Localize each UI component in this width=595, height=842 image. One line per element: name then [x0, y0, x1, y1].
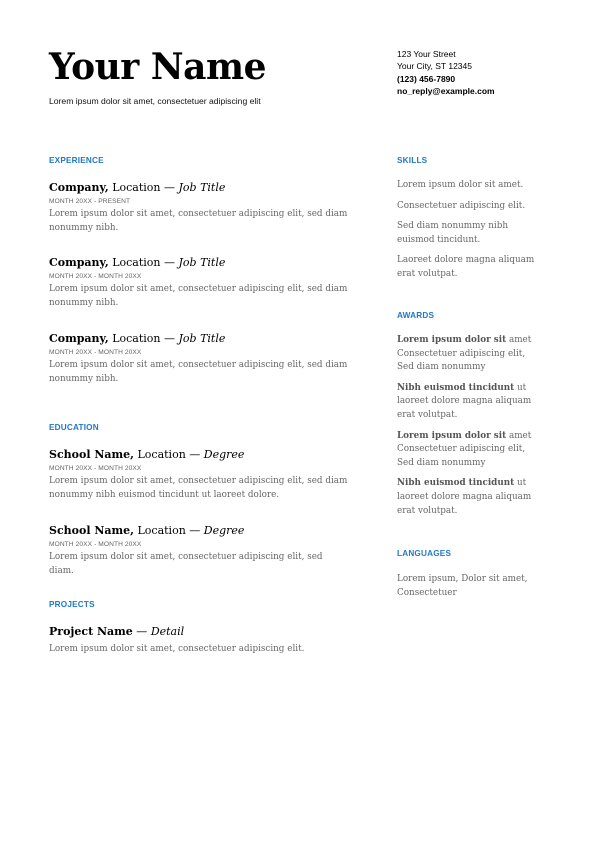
experience-entry: [49, 332, 349, 386]
section-title-projects: PROJECTS: [49, 600, 95, 609]
skill-item: Consectetuer adipiscing elit.: [397, 200, 526, 211]
entry-heading: [49, 448, 349, 462]
entry-heading: [49, 524, 349, 538]
entry-role: Detail: [150, 625, 185, 638]
award-title: Lorem ipsum dolor sit: [397, 335, 507, 345]
award-title: Nibh euismod tincidunt: [397, 382, 515, 393]
award-detail: ut laoreet dolore magna aliquam erat volutpat.: [397, 478, 532, 516]
entry-heading: [49, 332, 349, 346]
entry-location: Location —: [108, 332, 179, 345]
award-title: Lorem ipsum dolor sit: [397, 430, 507, 441]
contact-street: 123 Your Street: [397, 49, 456, 59]
award-detail: ut laoreet dolore magna aliquam erat volutpat.: [397, 382, 532, 420]
entry-role: Job Title: [178, 181, 226, 194]
languages-text: Lorem ipsum, Dolor sit amet, Consectetuer: [397, 574, 528, 598]
entry-org: Company,: [49, 332, 109, 345]
resume-tagline: Lorem ipsum dolor sit amet, consectetuer adipiscing elit: [49, 96, 261, 106]
awards-list: [397, 334, 537, 525]
education-entry: [49, 524, 349, 578]
contact-block: [397, 48, 495, 97]
entry-heading: [49, 256, 349, 270]
entry-org: Company,: [49, 181, 109, 194]
award-item: [397, 382, 537, 423]
entry-location: Location —: [133, 448, 204, 461]
contact-email: no_reply@example.com: [397, 85, 495, 96]
experience-entry: [49, 181, 349, 235]
entry-date: MONTH 20XX - MONTH 20XX: [49, 541, 142, 548]
skill-item: Sed diam nonummy nibh euismod tincidunt.: [397, 221, 509, 245]
entry-role: Job Title: [178, 256, 226, 269]
entry-description: Lorem ipsum dolor sit amet, consectetuer adipiscing elit.: [49, 644, 305, 654]
skill-item: Lorem ipsum dolor sit amet.: [397, 180, 524, 190]
award-title: Nibh euismod tincidunt: [397, 478, 515, 489]
contact-phone: (123) 456-7890: [397, 73, 456, 84]
entry-location: Location —: [133, 524, 204, 537]
entry-location: Location —: [108, 181, 179, 194]
section-title-awards: AWARDS: [397, 311, 435, 320]
entry-role: Job Title: [178, 332, 226, 345]
section-title-languages: LANGUAGES: [397, 549, 452, 558]
award-item: [397, 334, 537, 375]
education-entry: [49, 448, 349, 502]
project-entry: [49, 625, 349, 656]
entry-separator: —: [132, 625, 151, 638]
entry-heading: [49, 625, 349, 639]
entry-description: Lorem ipsum dolor sit amet, consectetuer adipiscing elit, sed diam nonummy nibh.: [49, 209, 348, 233]
section-title-education: EDUCATION: [49, 423, 99, 432]
entry-role: Degree: [203, 448, 245, 461]
entry-description: Lorem ipsum dolor sit amet, consectetuer adipiscing elit, sed diam.: [49, 552, 323, 576]
contact-city: Your City, ST 12345: [397, 61, 472, 72]
award-detail: amet Consectetuer adipiscing elit, Sed diam nonummy: [397, 335, 532, 373]
experience-entry: [49, 256, 349, 310]
award-item: [397, 430, 537, 471]
entry-org: School Name,: [49, 448, 134, 461]
entry-org: School Name,: [49, 524, 134, 537]
entry-date: MONTH 20XX - MONTH 20XX: [49, 349, 142, 356]
section-title-skills: SKILLS: [397, 156, 428, 165]
award-detail: amet Consectetuer adipiscing elit, Sed diam nonummy: [397, 430, 532, 468]
entry-date: MONTH 20XX - MONTH 20XX: [49, 465, 142, 472]
skills-list: [397, 179, 537, 289]
entry-org: Project Name: [49, 625, 133, 638]
entry-date: MONTH 20XX - MONTH 20XX: [49, 273, 142, 280]
entry-role: Degree: [203, 524, 245, 537]
entry-date: MONTH 20XX - PRESENT: [49, 198, 131, 205]
entry-org: Company,: [49, 256, 109, 269]
award-item: [397, 477, 537, 518]
entry-description: Lorem ipsum dolor sit amet, consectetuer adipiscing elit, sed diam nonummy nibh euismod tincidunt ut laoreet dolore.: [49, 476, 348, 500]
resume-name: Your Name: [49, 46, 266, 88]
section-title-experience: EXPERIENCE: [49, 156, 104, 165]
entry-heading: [49, 181, 349, 195]
skill-item: Laoreet dolore magna aliquam erat volutpat.: [397, 255, 535, 279]
entry-location: Location —: [108, 256, 179, 269]
entry-description: Lorem ipsum dolor sit amet, consectetuer adipiscing elit, sed diam nonummy nibh.: [49, 284, 348, 308]
entry-description: Lorem ipsum dolor sit amet, consectetuer adipiscing elit, sed diam nonummy nibh.: [49, 360, 348, 384]
